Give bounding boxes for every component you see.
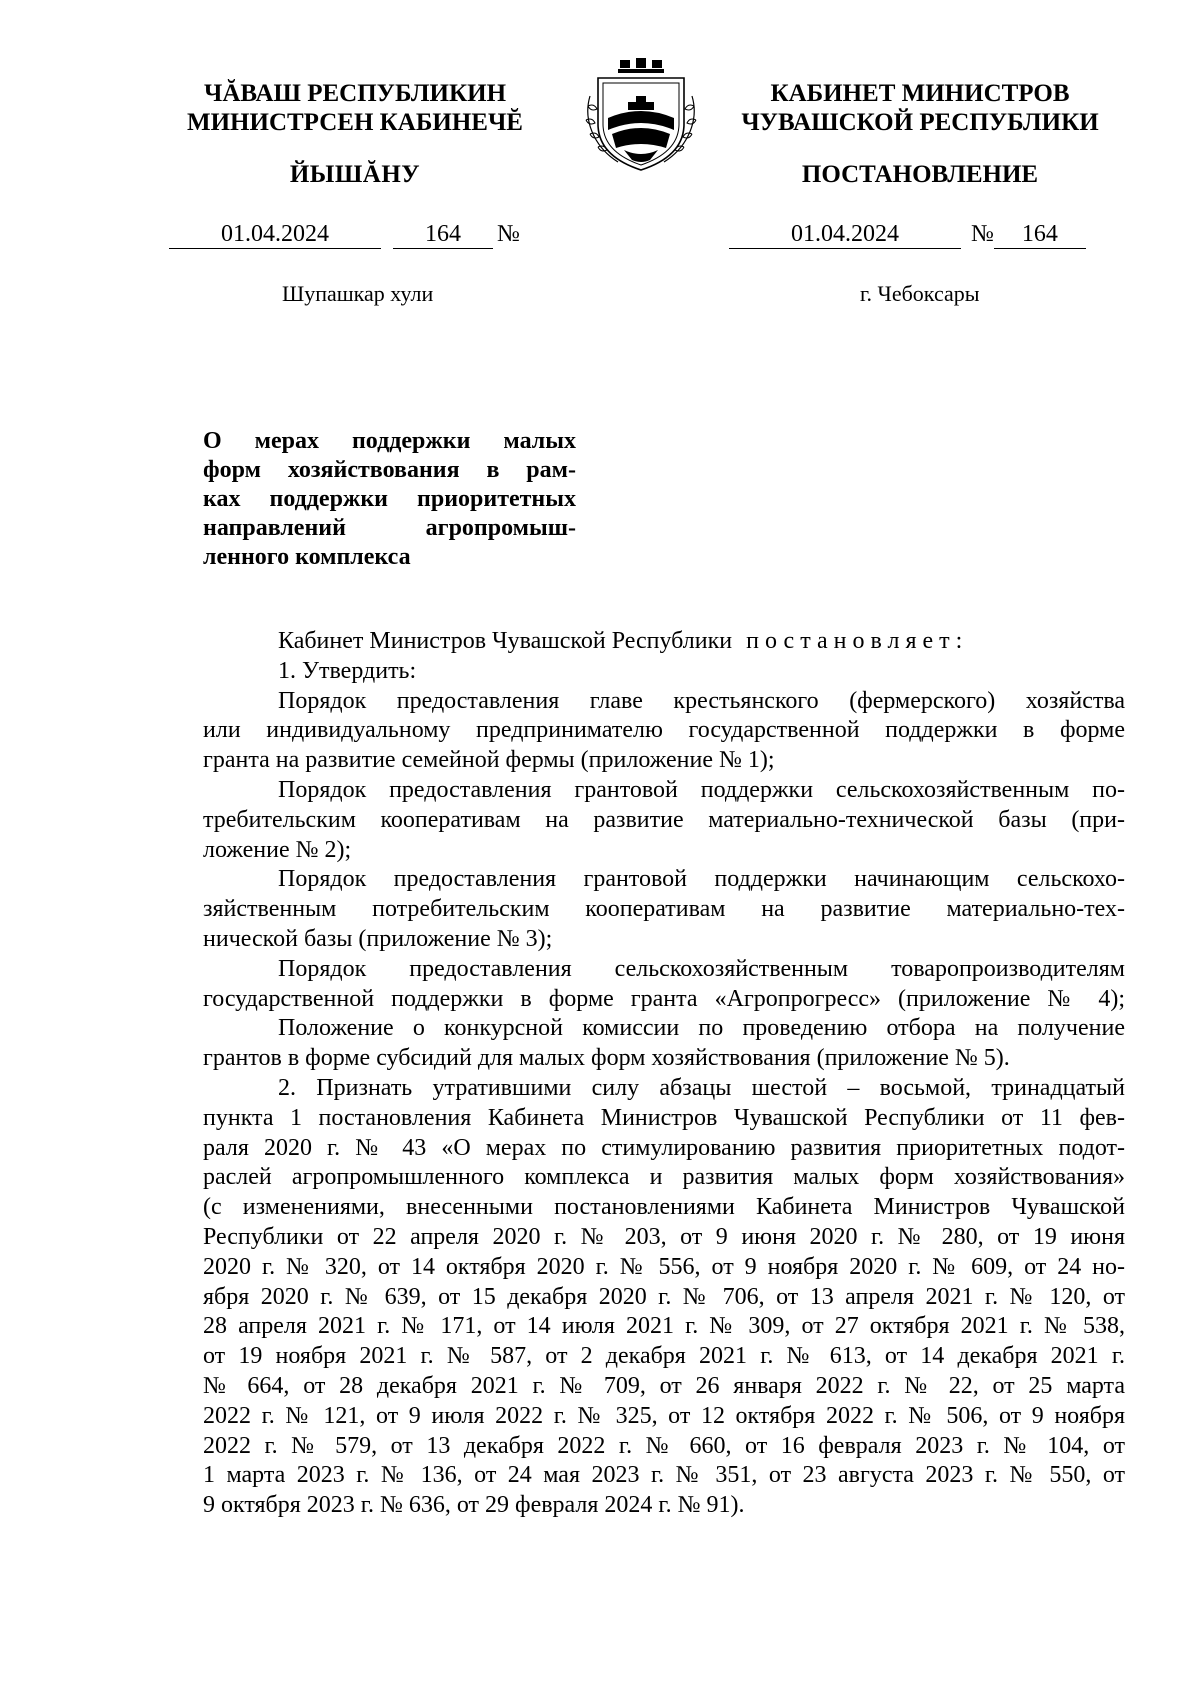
- body-line: 2. Признать утратившими силу абзацы шестой – восьмой, тринадцатый: [278, 1074, 1125, 1101]
- body-line: требительским кооперативам на развитие материально-технической базы (при-: [203, 806, 1125, 833]
- title-line: ленного комплекса: [203, 544, 411, 570]
- intro-verb: постановляет:: [746, 628, 969, 654]
- body-line: пункта 1 постановления Кабинета Министров Чувашской Республики от 11 фев-: [203, 1104, 1125, 1131]
- header-right-organization: [725, 79, 1115, 137]
- body-line: 1 марта 2023 г. № 136, от 24 мая 2023 г. № 351, от 23 августа 2023 г. № 550, от: [203, 1462, 1125, 1489]
- document-title: [203, 427, 576, 572]
- header-left-line2: МИНИСТРСЕН КАБИНЕЧĔ: [187, 109, 523, 136]
- body-line: грантов в форме субсидий для малых форм хозяйствования (приложение № 5).: [203, 1045, 1010, 1072]
- header-right-line1: КАБИНЕТ МИНИСТРОВ: [770, 80, 1070, 107]
- registration-line-right: [729, 220, 1086, 249]
- chuvash-coat-of-arms-icon: [572, 56, 710, 174]
- body-line: № 664, от 28 декабря 2021 г. № 709, от 26 января 2022 г. № 22, от 25 марта: [203, 1372, 1125, 1399]
- intro-text: Кабинет Министров Чувашской Республики: [278, 628, 733, 654]
- body-line: Положение о конкурсной комиссии по проведению отбора на получение: [278, 1015, 1125, 1042]
- number-sign-right: №: [971, 221, 994, 247]
- number-sign-left: №: [497, 221, 520, 247]
- header-left-line1: ЧĂВАШ РЕСПУБЛИКИН: [203, 80, 507, 107]
- title-line: форм хозяйствования в рам-: [203, 457, 576, 483]
- body-line: Порядок предоставления главе крестьянского (фермерского) хозяйства: [278, 687, 1125, 714]
- body-line: 2022 г. № 121, от 9 июля 2022 г. № 325, от 12 октября 2022 г. № 506, от 9 ноября: [203, 1402, 1125, 1429]
- date-left: 01.04.2024: [169, 220, 381, 249]
- body-line: ября 2020 г. № 639, от 15 декабря 2020 г. № 706, от 13 апреля 2021 г. № 120, от: [203, 1283, 1125, 1310]
- city-right: г. Чебоксары: [860, 281, 980, 306]
- body-line: 2020 г. № 320, от 14 октября 2020 г. № 556, от 9 ноября 2020 г. № 609, от 24 но-: [203, 1253, 1125, 1280]
- body-line: 28 апреля 2021 г. № 171, от 14 июля 2021 г. № 309, от 27 октября 2021 г. № 538,: [203, 1313, 1125, 1340]
- body-line: гранта на развитие семейной фермы (приложение № 1);: [203, 747, 775, 774]
- number-left: 164: [393, 220, 493, 249]
- document-body: [203, 627, 1125, 1521]
- body-line: 1. Утвердить:: [278, 657, 417, 684]
- body-line: 2022 г. № 579, от 13 декабря 2022 г. № 660, от 16 февраля 2023 г. № 104, от: [203, 1432, 1125, 1459]
- date-right: 01.04.2024: [729, 220, 961, 249]
- header-left-organization: [160, 79, 550, 137]
- registration-line-left: [169, 220, 520, 249]
- body-line: Республики от 22 апреля 2020 г. № 203, от 9 июня 2020 г. № 280, от 19 июня: [203, 1223, 1125, 1250]
- body-line: Порядок предоставления грантовой поддержки сельскохозяйственным по-: [278, 776, 1125, 803]
- title-line: О мерах поддержки малых: [203, 428, 576, 454]
- header-right-line2: ЧУВАШСКОЙ РЕСПУБЛИКИ: [741, 109, 1099, 136]
- title-line: направлений агропромыш-: [203, 515, 576, 541]
- body-line: зяйственным потребительским кооперативам на развитие материально-тех-: [203, 896, 1125, 923]
- title-line: ках поддержки приоритетных: [203, 486, 576, 512]
- header-right-doctype: ПОСТАНОВЛЕНИЕ: [801, 161, 1039, 188]
- body-line: ложение № 2);: [203, 836, 352, 863]
- body-line: от 19 ноября 2021 г. № 587, от 2 декабря 2021 г. № 613, от 14 декабря 2021 г.: [203, 1343, 1125, 1370]
- body-line: Порядок предоставления грантовой поддержки начинающим сельскохо-: [278, 866, 1125, 893]
- body-line: Порядок предоставления сельскохозяйственным товаропроизводителям: [278, 955, 1125, 982]
- city-left: Шупашкар хули: [282, 281, 434, 306]
- body-line: раслей агропромышленного комплекса и развития малых форм хозяйствования»: [203, 1164, 1125, 1191]
- body-line: или индивидуальному предпринимателю государственной поддержки в форме: [203, 717, 1125, 744]
- body-line: государственной поддержки в форме гранта «Агропрогресс» (приложение № 4);: [203, 985, 1125, 1012]
- body-line: 9 октября 2023 г. № 636, от 29 февраля 2024 г. № 91).: [203, 1492, 745, 1519]
- header-left-doctype: ЙЫШĂНУ: [289, 161, 421, 188]
- body-intro: [203, 627, 1125, 657]
- number-right: 164: [994, 220, 1086, 249]
- body-line: нической базы (приложение № 3);: [203, 925, 553, 952]
- body-line: раля 2020 г. № 43 «О мерах по стимулированию развития приоритетных подот-: [203, 1134, 1125, 1161]
- body-line: (с изменениями, внесенными постановлениями Кабинета Министров Чувашской: [203, 1194, 1125, 1221]
